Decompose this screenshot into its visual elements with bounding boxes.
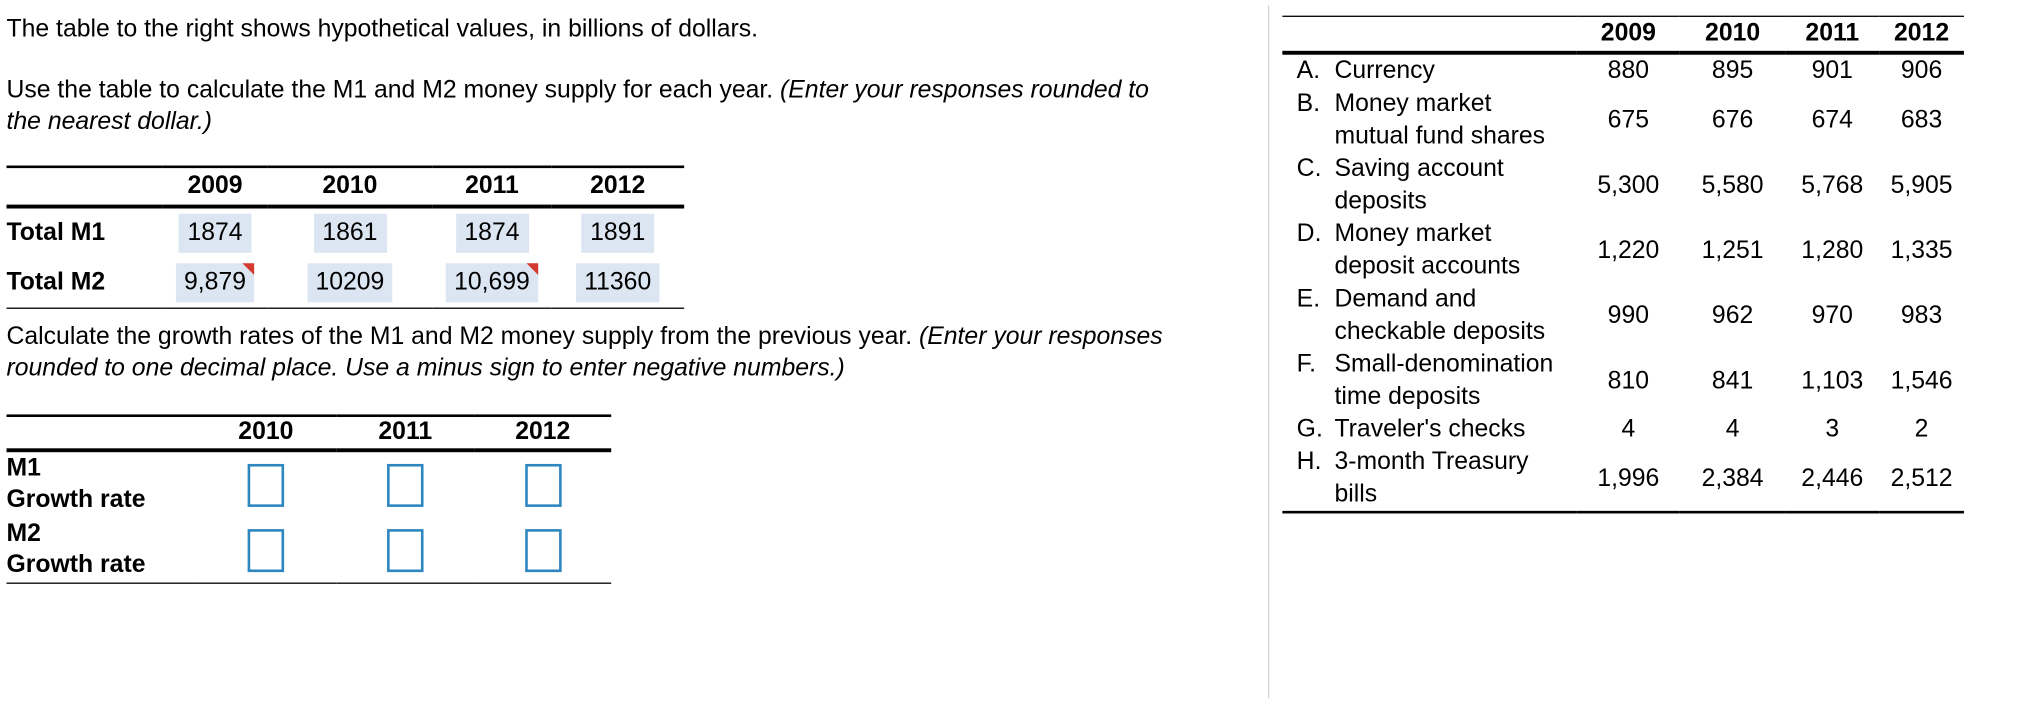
m1-answer-2010[interactable]: 1861 xyxy=(313,214,386,253)
m1-answer-2012[interactable]: 1891 xyxy=(581,214,654,253)
asset-value: 1,546 xyxy=(1890,366,1953,395)
m1-answer-2011[interactable]: 1874 xyxy=(455,214,528,253)
row-label: M2 Growth rate xyxy=(6,519,146,579)
asset-label: F. Small-denomination time deposits xyxy=(1296,350,1554,411)
m2-answer-2012[interactable]: 11360 xyxy=(576,263,659,302)
asset-value: 1,335 xyxy=(1890,236,1953,264)
row-label: Total M2 xyxy=(6,268,106,296)
table-row xyxy=(1282,348,1964,413)
asset-value: 2 xyxy=(1914,415,1929,444)
m2-answer-2010[interactable]: 10209 xyxy=(308,263,393,302)
panel-divider xyxy=(1268,5,1269,698)
m2-growth-2012-input[interactable] xyxy=(525,528,561,571)
table-row xyxy=(1282,152,1964,217)
m2-growth-2011-input[interactable] xyxy=(387,528,423,571)
part1-instruction: Use the table to calculate the M1 and M2 money supply for each year. (Enter your responses rounded to xyxy=(6,76,1149,105)
table-row xyxy=(1282,53,1964,88)
growth-rate-table xyxy=(7,414,612,583)
year-header: 2012 xyxy=(1879,16,1964,52)
m1-growth-2010-input[interactable] xyxy=(248,463,284,506)
asset-value: 810 xyxy=(1607,366,1649,395)
table-row xyxy=(1282,218,1964,283)
m1-growth-row xyxy=(7,450,612,517)
table-header-row xyxy=(7,167,685,207)
total-m1-row xyxy=(7,207,685,258)
year-header: 2010 xyxy=(267,167,433,207)
intro-text: The table to the right shows hypothetical values, in billions of dollars. xyxy=(6,15,759,44)
incorrect-flag-icon xyxy=(242,263,254,275)
asset-values-table xyxy=(1282,16,1964,514)
asset-value: 5,580 xyxy=(1701,171,1764,199)
asset-value: 1,251 xyxy=(1701,236,1764,264)
asset-value: 2,512 xyxy=(1890,464,1953,492)
table-header-row xyxy=(7,416,612,451)
m2-growth-row xyxy=(7,517,612,583)
part2-instruction: Calculate the growth rates of the M1 and M2 money supply from the previous year. (Enter your responses xyxy=(6,323,1163,351)
row-label: M1 Growth rate xyxy=(6,454,146,514)
asset-label: H. 3-month Treasury bills xyxy=(1296,448,1529,509)
asset-value: 970 xyxy=(1811,301,1853,330)
asset-value: 990 xyxy=(1607,301,1649,330)
m1-growth-2012-input[interactable] xyxy=(525,463,561,506)
asset-value: 901 xyxy=(1811,57,1853,85)
asset-label: B. Money market mutual fund shares xyxy=(1296,89,1546,150)
asset-value: 983 xyxy=(1900,301,1943,330)
table-row xyxy=(1282,283,1964,348)
asset-value: 683 xyxy=(1900,106,1943,134)
row-label: Total M1 xyxy=(6,218,106,247)
asset-value: 5,905 xyxy=(1890,171,1953,199)
m1-growth-2011-input[interactable] xyxy=(387,463,423,506)
table-header-row xyxy=(1282,16,1964,52)
asset-value: 4 xyxy=(1621,415,1636,444)
year-header: 2011 xyxy=(433,167,552,207)
m1-answer-2009[interactable]: 1874 xyxy=(179,214,252,253)
asset-value: 880 xyxy=(1607,57,1649,85)
year-header: 2010 xyxy=(195,416,336,451)
asset-value: 5,768 xyxy=(1801,171,1864,199)
m2-growth-2010-input[interactable] xyxy=(248,528,284,571)
asset-label: G. Traveler's checks xyxy=(1296,415,1526,444)
asset-value: 2,384 xyxy=(1701,464,1764,492)
year-header: 2011 xyxy=(1785,16,1879,52)
year-header: 2011 xyxy=(336,416,474,451)
asset-label: D. Money market deposit accounts xyxy=(1296,220,1521,281)
asset-value: 1,103 xyxy=(1801,366,1864,395)
asset-value: 675 xyxy=(1607,106,1649,134)
part1-note: the nearest dollar.) xyxy=(6,108,213,136)
asset-label: C. Saving account deposits xyxy=(1296,155,1504,216)
year-header: 2012 xyxy=(551,167,684,207)
year-header: 2010 xyxy=(1680,16,1786,52)
asset-value: 3 xyxy=(1825,415,1840,444)
m2-answer-2009[interactable]: 9,879 xyxy=(176,263,254,302)
asset-value: 674 xyxy=(1811,106,1853,134)
asset-value: 895 xyxy=(1711,57,1754,85)
part2-note: rounded to one decimal place. Use a minus sign to enter negative numbers.) xyxy=(6,354,845,382)
asset-value: 676 xyxy=(1711,106,1754,134)
total-m2-row xyxy=(7,258,685,308)
asset-value: 841 xyxy=(1711,366,1754,395)
table-row xyxy=(1282,87,1964,152)
money-supply-table xyxy=(7,166,685,309)
asset-value: 1,220 xyxy=(1597,236,1660,264)
m2-answer-2011[interactable]: 10,699 xyxy=(446,263,537,302)
asset-value: 1,280 xyxy=(1801,236,1864,264)
asset-label: E. Demand and checkable deposits xyxy=(1296,285,1546,346)
year-header: 2012 xyxy=(474,416,611,451)
table-row xyxy=(1282,413,1964,446)
asset-value: 906 xyxy=(1900,57,1943,85)
asset-label: A. Currency xyxy=(1296,57,1435,85)
year-header: 2009 xyxy=(1577,16,1680,52)
year-header: 2009 xyxy=(163,167,267,207)
asset-value: 4 xyxy=(1725,415,1740,444)
asset-value: 1,996 xyxy=(1597,464,1660,492)
asset-value: 962 xyxy=(1711,301,1754,330)
asset-value: 5,300 xyxy=(1597,171,1660,199)
incorrect-flag-icon xyxy=(526,263,538,275)
table-row xyxy=(1282,446,1964,512)
asset-value: 2,446 xyxy=(1801,464,1864,492)
